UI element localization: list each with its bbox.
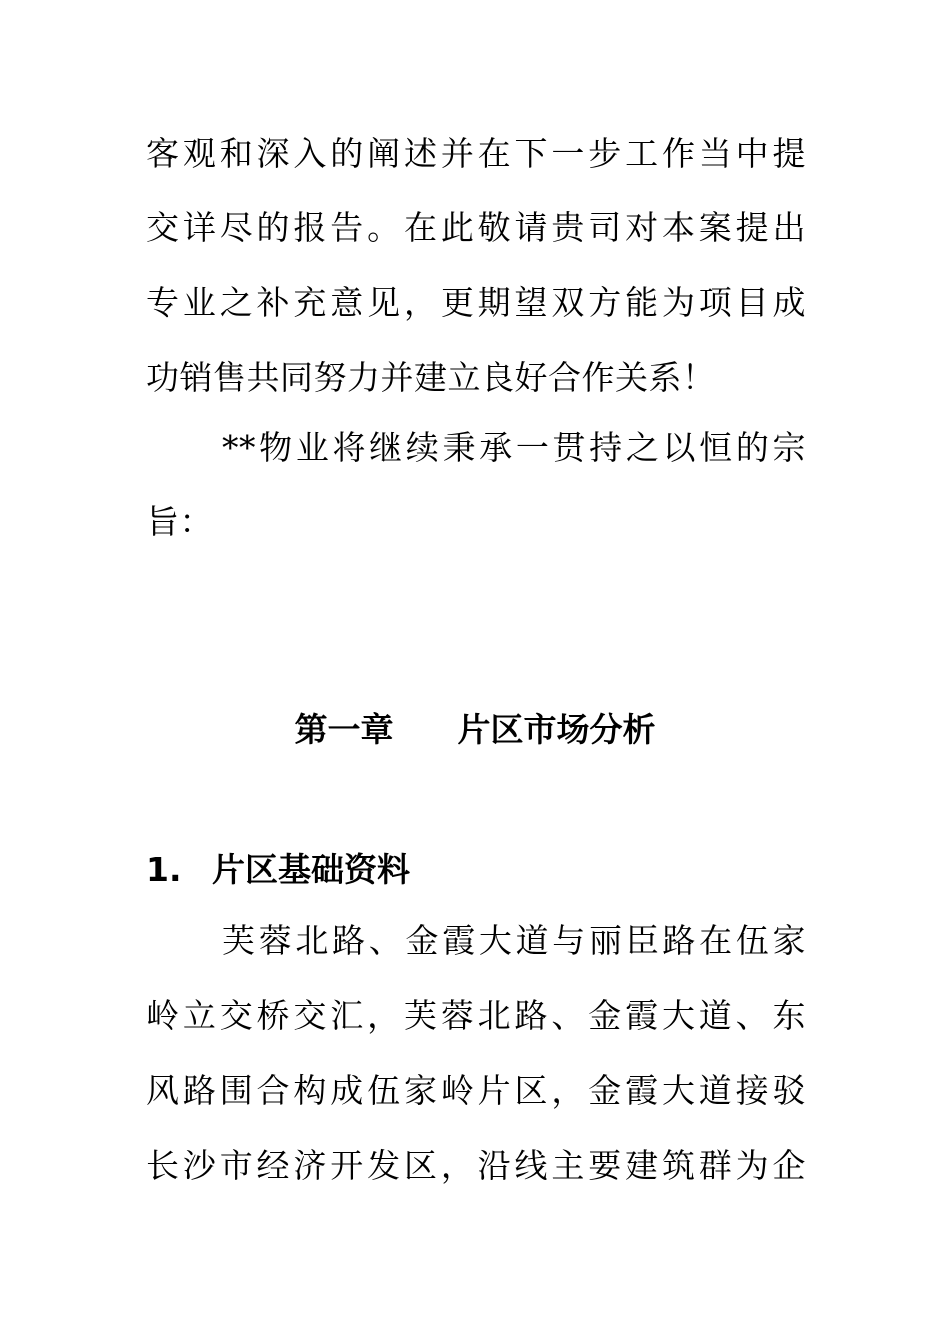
section-title: 片区基础资料 xyxy=(212,850,410,889)
paragraph-line: 交详尽的报告。在此敬请贵司对本案提出 xyxy=(146,208,806,247)
paragraph-line: 专业之补充意见，更期望双方能为项目成 xyxy=(146,283,806,322)
chapter-title: 片区市场分析 xyxy=(457,710,656,749)
paragraph-line: 岭立交桥交汇，芙蓉北路、金霞大道、东 xyxy=(146,996,806,1035)
paragraph-line: 长沙市经济开发区，沿线主要建筑群为企 xyxy=(146,1146,806,1185)
chapter-number: 第一章 xyxy=(294,710,394,749)
paragraph-line: 风路围合构成伍家岭片区，金霞大道接驳 xyxy=(146,1071,806,1110)
section-number: 1. xyxy=(146,850,182,889)
paragraph-line: 功销售共同努力并建立良好合作关系！ xyxy=(146,358,716,397)
paragraph-line: 芙蓉北路、金霞大道与丽臣路在伍家 xyxy=(222,921,806,960)
section-heading xyxy=(146,848,410,892)
paragraph-line: **物业将继续秉承一贯持之以恒的宗 xyxy=(222,428,806,467)
paragraph-line: 客观和深入的阐述并在下一步工作当中提 xyxy=(146,134,806,173)
chapter-heading xyxy=(0,708,950,752)
paragraph-line: 旨： xyxy=(146,502,213,541)
